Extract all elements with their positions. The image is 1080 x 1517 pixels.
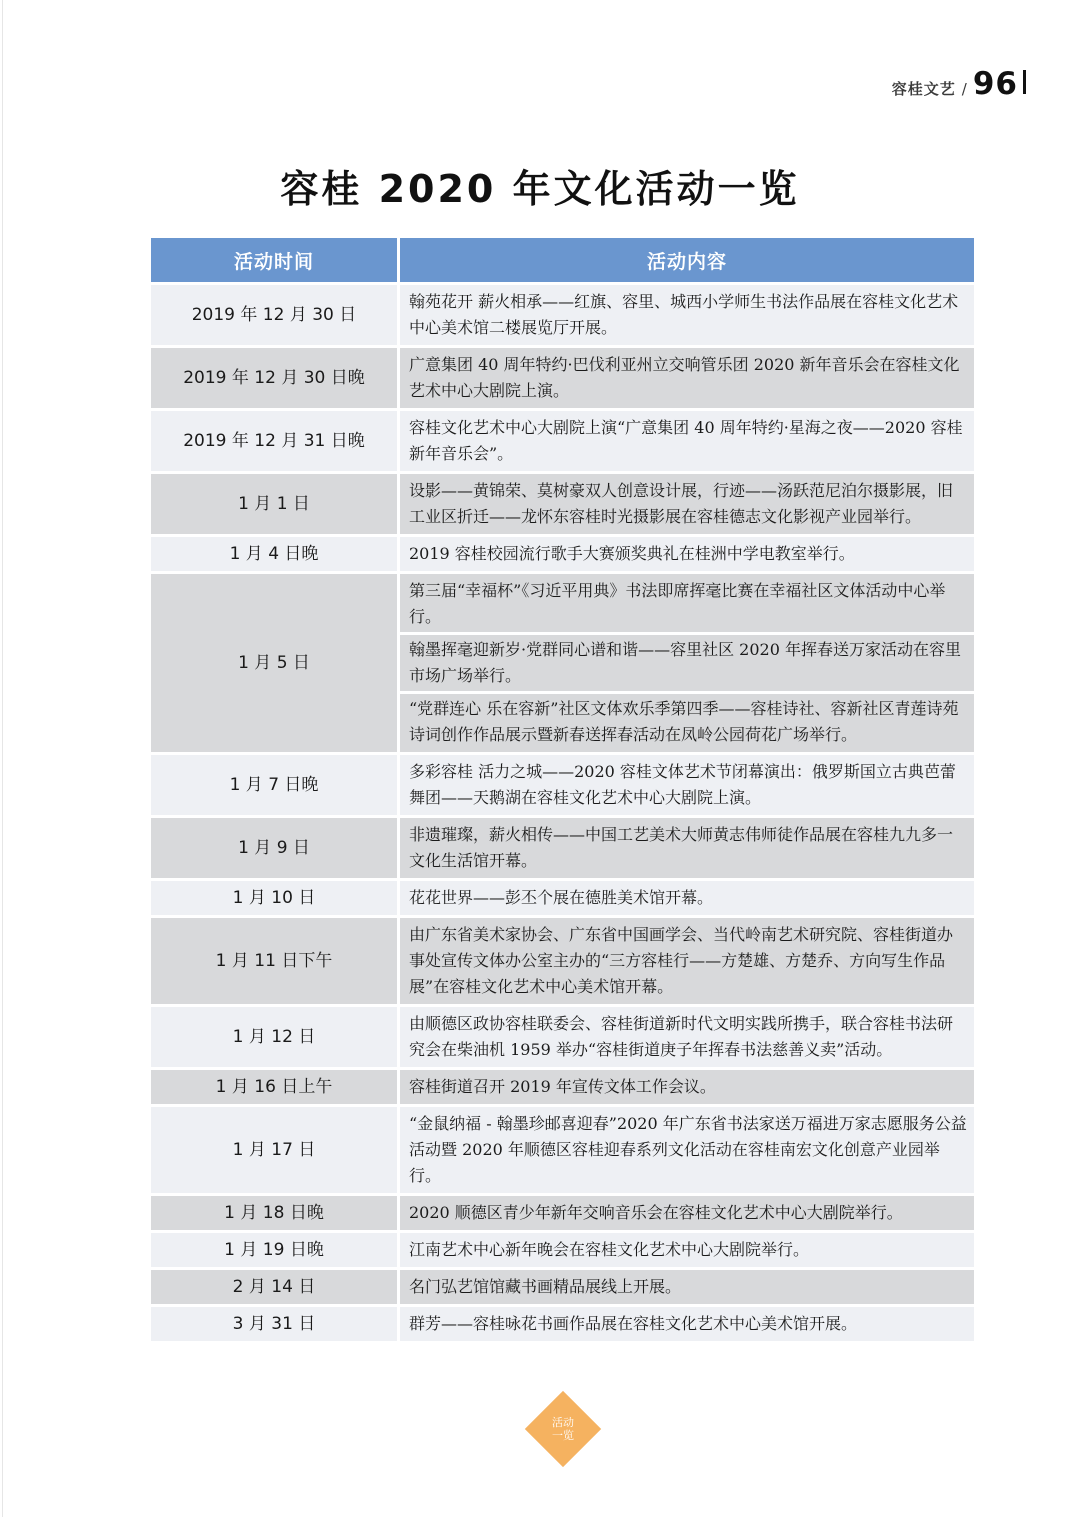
table-header-row	[151, 238, 974, 282]
activity-date: 1 月 19 日晚	[151, 1233, 397, 1267]
activity-date: 1 月 7 日晚	[151, 755, 397, 815]
activity-date: 2019 年 12 月 31 日晚	[151, 411, 397, 471]
activity-entry: “金鼠纳福 - 翰墨珍邮喜迎春”2020 年广东省书法家送万福进万家志愿服务公益活动暨 2020 年顺德区容桂迎春系列文化活动在容桂南宏文化创意产业园举行。	[409, 1114, 967, 1185]
activity-date: 1 月 18 日晚	[151, 1196, 397, 1230]
table-row	[151, 537, 974, 571]
activity-content	[397, 1233, 974, 1267]
activity-content	[397, 537, 974, 571]
activity-date: 3 月 31 日	[151, 1307, 397, 1341]
page-header	[892, 66, 1026, 102]
activity-entry: 群芳——容桂咏花书画作品展在容桂文化艺术中心美术馆开展。	[409, 1314, 858, 1333]
table-row	[151, 574, 974, 752]
activity-content	[397, 1070, 974, 1104]
activity-date: 1 月 9 日	[151, 818, 397, 878]
table-row	[151, 348, 974, 408]
table-row	[151, 755, 974, 815]
table-row	[151, 1007, 974, 1067]
column-header-content: 活动内容	[397, 238, 974, 282]
activity-content	[397, 574, 974, 752]
activity-date: 1 月 16 日上午	[151, 1070, 397, 1104]
activity-date: 1 月 11 日下午	[151, 918, 397, 1004]
activity-content	[397, 348, 974, 408]
activity-date: 2019 年 12 月 30 日晚	[151, 348, 397, 408]
table-row	[151, 1270, 974, 1304]
page-number-bar	[1023, 70, 1026, 94]
activity-entry: 第三届“幸福杯”《习近平用典》书法即席挥毫比赛在幸福社区文体活动中心举行。	[409, 581, 946, 626]
table-row	[151, 285, 974, 345]
activity-entry: 由顺德区政协容桂联委会、容桂街道新时代文明实践所携手，联合容桂书法研究会在柴油机 1959 举办“容桂街道庚子年挥春书法慈善义卖”活动。	[409, 1014, 954, 1059]
table-row	[151, 818, 974, 878]
page-number: 96	[972, 66, 1018, 102]
activity-content	[397, 1307, 974, 1341]
activity-content	[397, 1107, 974, 1193]
activity-entry: 设影——黄锦荣、莫树豪双人创意设计展，行迹——汤跃范尼泊尔摄影展，旧工业区折迁——龙怀东容桂时光摄影展在容桂德志文化影视产业园举行。	[409, 481, 954, 526]
table-row	[151, 474, 974, 534]
table-row	[151, 1196, 974, 1230]
activity-content	[397, 411, 974, 471]
page-edge-line	[2, 0, 3, 1517]
table-row	[151, 881, 974, 915]
activity-entry: 非遗璀璨，薪火相传——中国工艺美术大师黄志伟师徒作品展在容桂九九多一文化生活馆开幕。	[409, 825, 954, 870]
table-row	[151, 411, 974, 471]
activity-date: 1 月 1 日	[151, 474, 397, 534]
badge-line-1: 活动	[552, 1416, 574, 1429]
activity-content	[397, 881, 974, 915]
section-badge-label	[528, 1416, 598, 1442]
activity-entry: 花花世界——彭丕个展在德胜美术馆开幕。	[409, 888, 714, 907]
activity-date: 1 月 4 日晚	[151, 537, 397, 571]
activity-content	[397, 474, 974, 534]
activity-entry: 多彩容桂 活力之城——2020 容桂文体艺术节闭幕演出：俄罗斯国立古典芭蕾舞团——天鹅湖在容桂文化艺术中心大剧院上演。	[409, 762, 956, 807]
activity-content	[397, 918, 974, 1004]
activity-content	[397, 818, 974, 878]
badge-line-2: 一览	[552, 1429, 574, 1442]
activity-entry: 容桂街道召开 2019 年宣传文体工作会议。	[409, 1077, 716, 1096]
activity-entry: 江南艺术中心新年晚会在容桂文化艺术中心大剧院举行。	[409, 1240, 810, 1259]
activity-entry: 容桂文化艺术中心大剧院上演“广意集团 40 周年特约·星海之夜——2020 容桂新年音乐会”。	[409, 418, 963, 463]
activity-date: 1 月 12 日	[151, 1007, 397, 1067]
activity-entry: 名门弘艺馆馆藏书画精品展线上开展。	[409, 1277, 682, 1296]
table-body	[151, 285, 974, 1341]
activity-date: 2 月 14 日	[151, 1270, 397, 1304]
section-name: 容桂文艺	[891, 80, 956, 98]
table-row	[151, 918, 974, 1004]
activity-entry: 2020 顺德区青少年新年交响音乐会在容桂文化艺术中心大剧院举行。	[409, 1203, 903, 1222]
table-row	[151, 1107, 974, 1193]
page-title: 容桂 2020 年文化活动一览	[280, 167, 800, 211]
activity-date: 2019 年 12 月 30 日	[151, 285, 397, 345]
column-header-time: 活动时间	[151, 238, 397, 282]
activity-content	[397, 1007, 974, 1067]
activity-content	[397, 285, 974, 345]
activity-entry: 由广东省美术家协会、广东省中国画学会、当代岭南艺术研究院、容桂街道办事处宣传文体办公室主办的“三方容桂行——方楚雄、方楚乔、方向写生作品展”在容桂文化艺术中心美术馆开幕。	[409, 925, 954, 996]
activity-date: 1 月 17 日	[151, 1107, 397, 1193]
activity-entry: “党群连心 乐在容新”社区文体欢乐季第四季——容桂诗社、容新社区青莲诗苑诗词创作作品展示暨新春送挥春活动在凤岭公园荷花广场举行。	[400, 691, 974, 750]
table-row	[151, 1307, 974, 1341]
header-slash: /	[961, 80, 967, 98]
activity-entry: 2019 容桂校园流行歌手大赛颁奖典礼在桂洲中学电教室举行。	[409, 544, 855, 563]
table-row	[151, 1070, 974, 1104]
activity-date: 1 月 5 日	[151, 574, 397, 752]
activity-content	[397, 1270, 974, 1304]
activity-entry: 翰墨挥毫迎新岁·党群同心谱和谐——容里社区 2020 年挥春送万家活动在容里市场广场举行。	[400, 632, 974, 691]
activity-table	[151, 235, 974, 1344]
activity-entry: 翰苑花开 薪火相承——红旗、容里、城西小学师生书法作品展在容桂文化艺术中心美术馆二楼展览厅开展。	[409, 292, 959, 337]
activity-content	[397, 1196, 974, 1230]
activity-content	[397, 755, 974, 815]
activity-date: 1 月 10 日	[151, 881, 397, 915]
activity-entry: 广意集团 40 周年特约·巴伐利亚州立交响管乐团 2020 新年音乐会在容桂文化艺术中心大剧院上演。	[409, 355, 960, 400]
table-row	[151, 1233, 974, 1267]
